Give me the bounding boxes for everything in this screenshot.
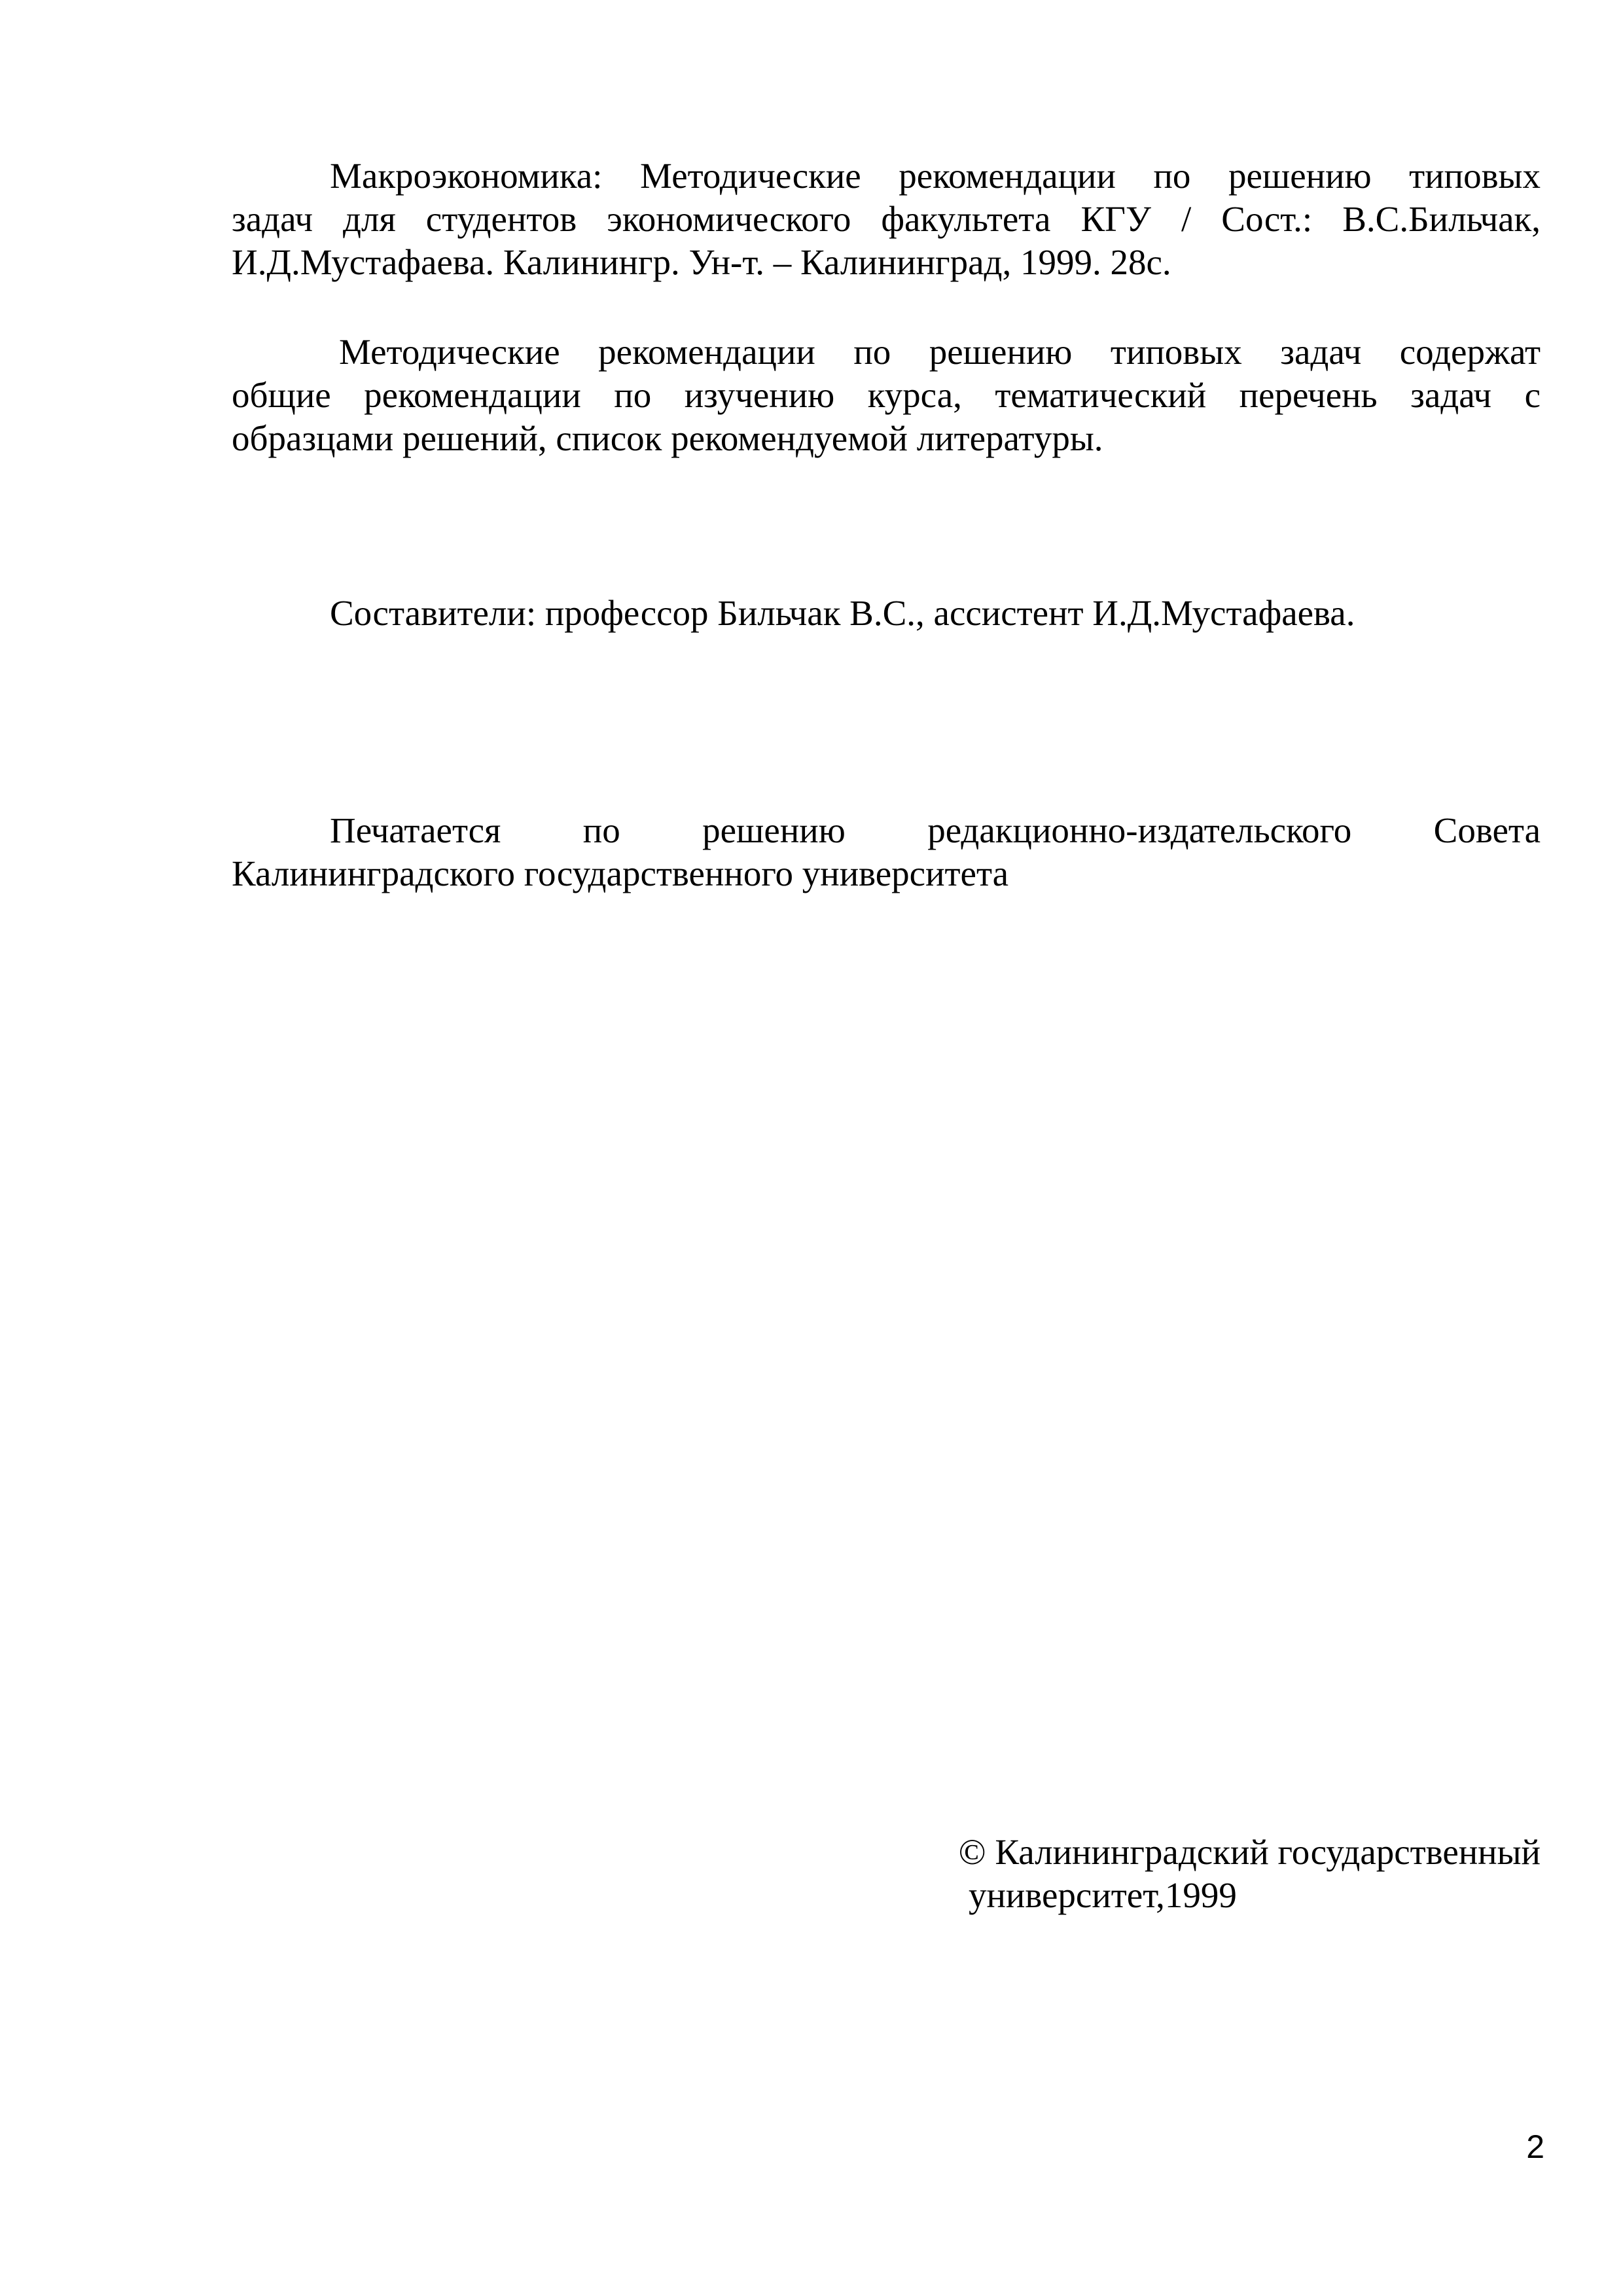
annotation-line-2: общие рекомендации по изучению курса, тематический перечень задач с (232, 375, 1541, 415)
bibliographic-line-3: И.Д.Мустафаева. Калинингр. Ун-т. – Калининград, 1999. 28с. (232, 242, 1171, 282)
compilers-text: Составители: профессор Бильчак В.С., ассистент И.Д.Мустафаева. (330, 593, 1355, 633)
copyright-line-1: © Калининградский государственный (958, 1832, 1541, 1872)
copyright-line-2: университет,1999 (969, 1875, 1237, 1915)
page-number: 2 (1526, 2128, 1544, 2165)
bibliographic-description (232, 154, 1541, 284)
imprint-line-2: Калининградского государственного университета (232, 853, 1009, 893)
compilers-paragraph (232, 592, 1541, 635)
imprint-line-1: Печатается по решению редакционно-издательского Совета (330, 810, 1541, 850)
annotation-line-1: Методические рекомендации по решению типовых задач содержат (339, 332, 1541, 372)
imprint-paragraph (232, 809, 1541, 895)
copyright-notice (916, 1831, 1541, 1917)
bibliographic-line-1: Макроэкономика: Методические рекомендации по решению типовых (330, 156, 1541, 196)
annotation-paragraph (232, 331, 1541, 460)
annotation-line-3: образцами решений, список рекомендуемой литературы. (232, 418, 1103, 458)
bibliographic-line-2: задач для студентов экономического факультета КГУ / Сост.: В.С.Бильчак, (232, 199, 1541, 239)
